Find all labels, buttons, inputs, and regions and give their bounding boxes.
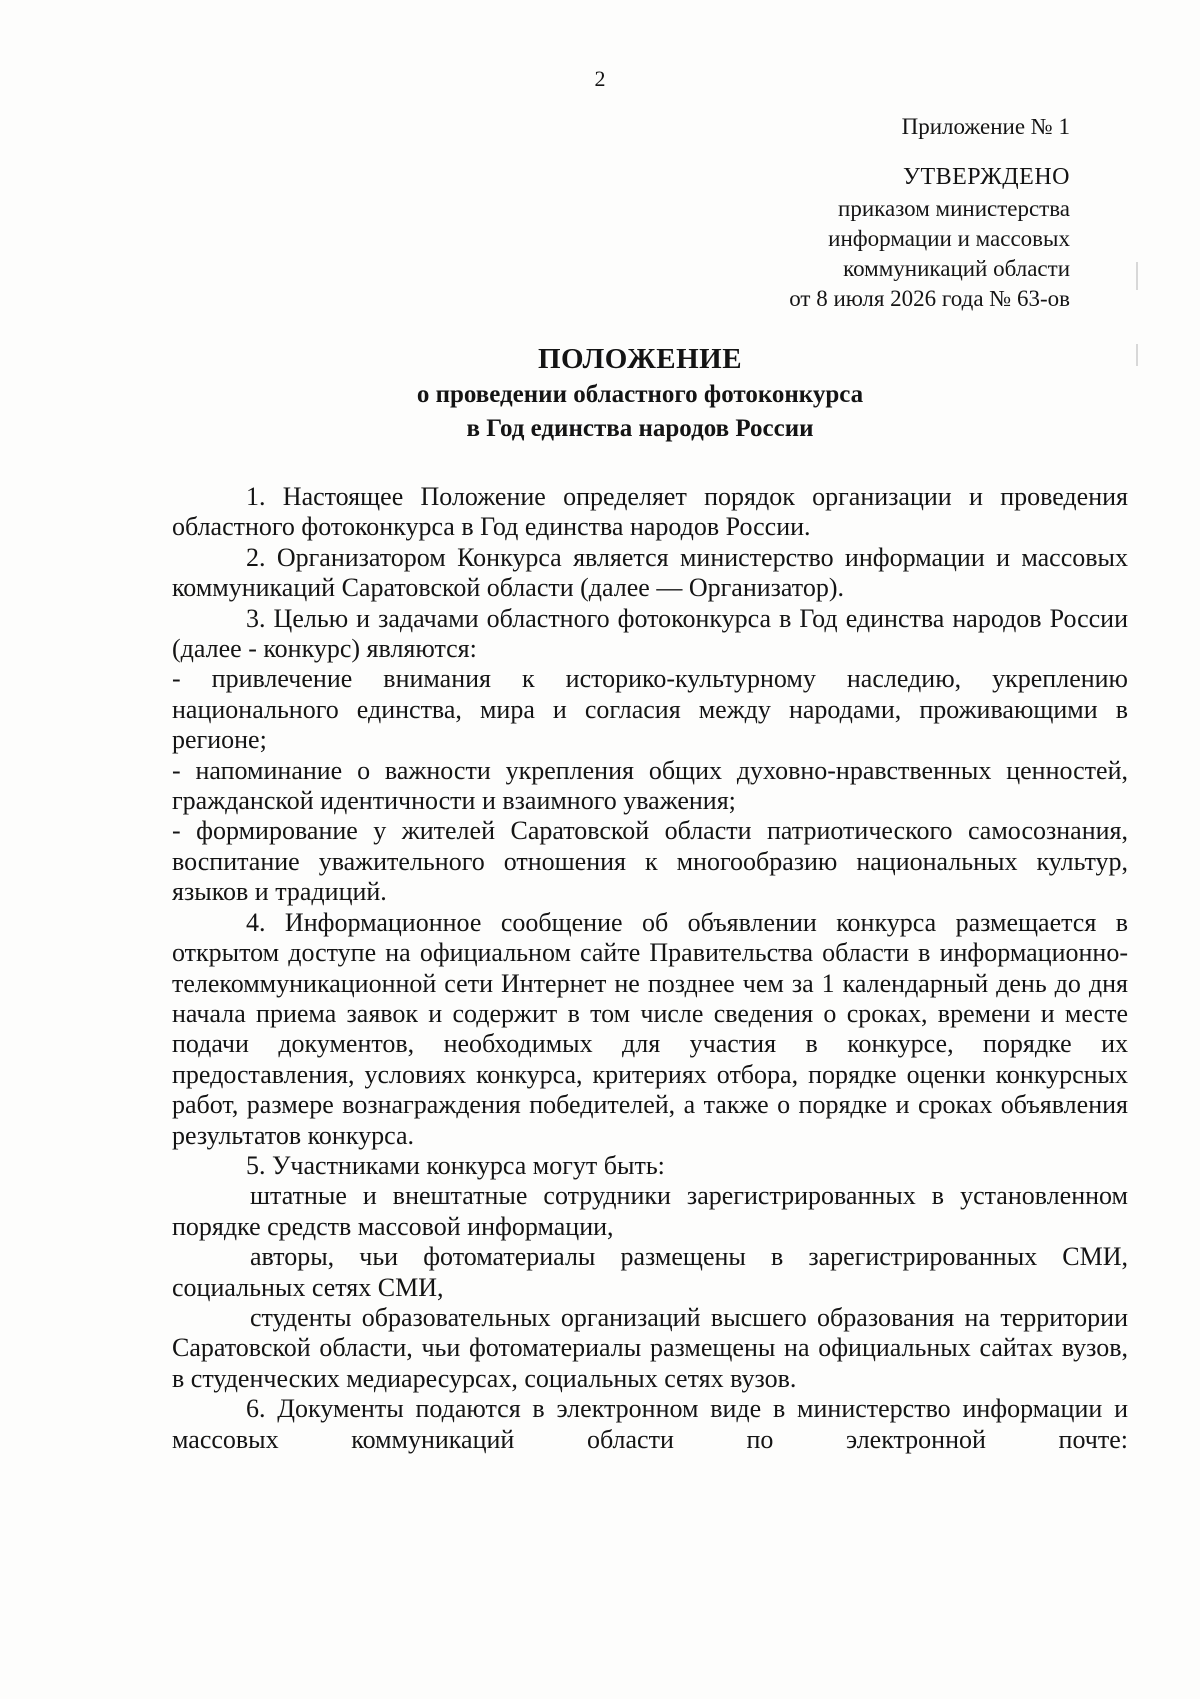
approval-line: приказом министерства bbox=[838, 196, 1070, 221]
participant-item-authors: авторы, чьи фотоматериалы размещены в зарегистрированных СМИ, социальных сетях СМИ, bbox=[172, 1242, 1128, 1302]
approval-stamp bbox=[789, 112, 1070, 314]
approved-heading: УТВЕРЖДЕНО bbox=[902, 164, 1070, 190]
page-number: 2 bbox=[594, 66, 606, 91]
title-main: ПОЛОЖЕНИЕ bbox=[537, 343, 743, 375]
paragraph-1: 1. Настоящее Положение определяет порядок организации и проведения областного фотоконкурса в Год единства народов России. bbox=[172, 482, 1128, 542]
list-item-goal-1: - привлечение внимания к историко-культурному наследию, укреплению национального единства, мира и согласия между народами, проживающими в регионе; bbox=[172, 664, 1128, 755]
paragraph-2: 2. Организатором Конкурса является министерство информации и массовых коммуникаций Саратовской области (далее — Организатор). bbox=[172, 542, 1128, 603]
list-item-goal-3: - формирование у жителей Саратовской области патриотического самосознания, воспитание уважительного отношения к многообразию национальных культур, языков и традиций. bbox=[172, 816, 1128, 907]
scan-artifact bbox=[1136, 262, 1138, 290]
approval-date-line: от 8 июля 2026 года № 63-ов bbox=[789, 286, 1070, 311]
paragraph-6: 6. Документы подаются в электронном виде в министерство информации и массовых коммуникаций области по электронной почте: bbox=[172, 1394, 1128, 1454]
document-body bbox=[172, 482, 1128, 1455]
paragraph-4: 4. Информационное сообщение об объявлении конкурса размещается в открытом доступе на официальном сайте Правительства области в информационно-телекоммуникационной сети Интернет не позднее чем за 1 календарный день до дня начала приема заявок и содержит в том числе сведения о сроках, времени и месте подачи документов, необходимых для участия в конкурсе, порядке их предоставления, условиях конкурса, критериях отбора, порядке оценки конкурсных работ, размере вознаграждения победителей, а также о порядке и сроках объявления результатов конкурса. bbox=[172, 907, 1128, 1150]
document-title bbox=[170, 340, 1110, 446]
list-item-goal-2: - напоминание о важности укрепления общих духовно-нравственных ценностей, гражданской идентичности и взаимного уважения; bbox=[172, 755, 1128, 816]
paragraph-3: 3. Целью и задачами областного фотоконкурса в Год единства народов России (далее - конкурс) являются: bbox=[172, 603, 1128, 664]
title-line-1: о проведении областного фотоконкурса bbox=[416, 381, 864, 408]
participant-item-staff: штатные и внештатные сотрудники зарегистрированных в установленном порядке средств массовой информации, bbox=[172, 1181, 1128, 1241]
approval-line: коммуникаций области bbox=[843, 256, 1070, 281]
paragraph-5: 5. Участниками конкурса могут быть: bbox=[246, 1150, 665, 1180]
title-line-2: в Год единства народов России bbox=[466, 415, 814, 442]
participant-item-students: студенты образовательных организаций высшего образования на территории Саратовской области, чьи фотоматериалы размещены на официальных сайтах вузов, в студенческих медиаресурсах, социальных сетях вузов. bbox=[172, 1302, 1128, 1393]
scan-artifact bbox=[1136, 344, 1138, 366]
approval-line: информации и массовых bbox=[828, 226, 1070, 251]
appendix-label: Приложение № 1 bbox=[901, 114, 1070, 139]
